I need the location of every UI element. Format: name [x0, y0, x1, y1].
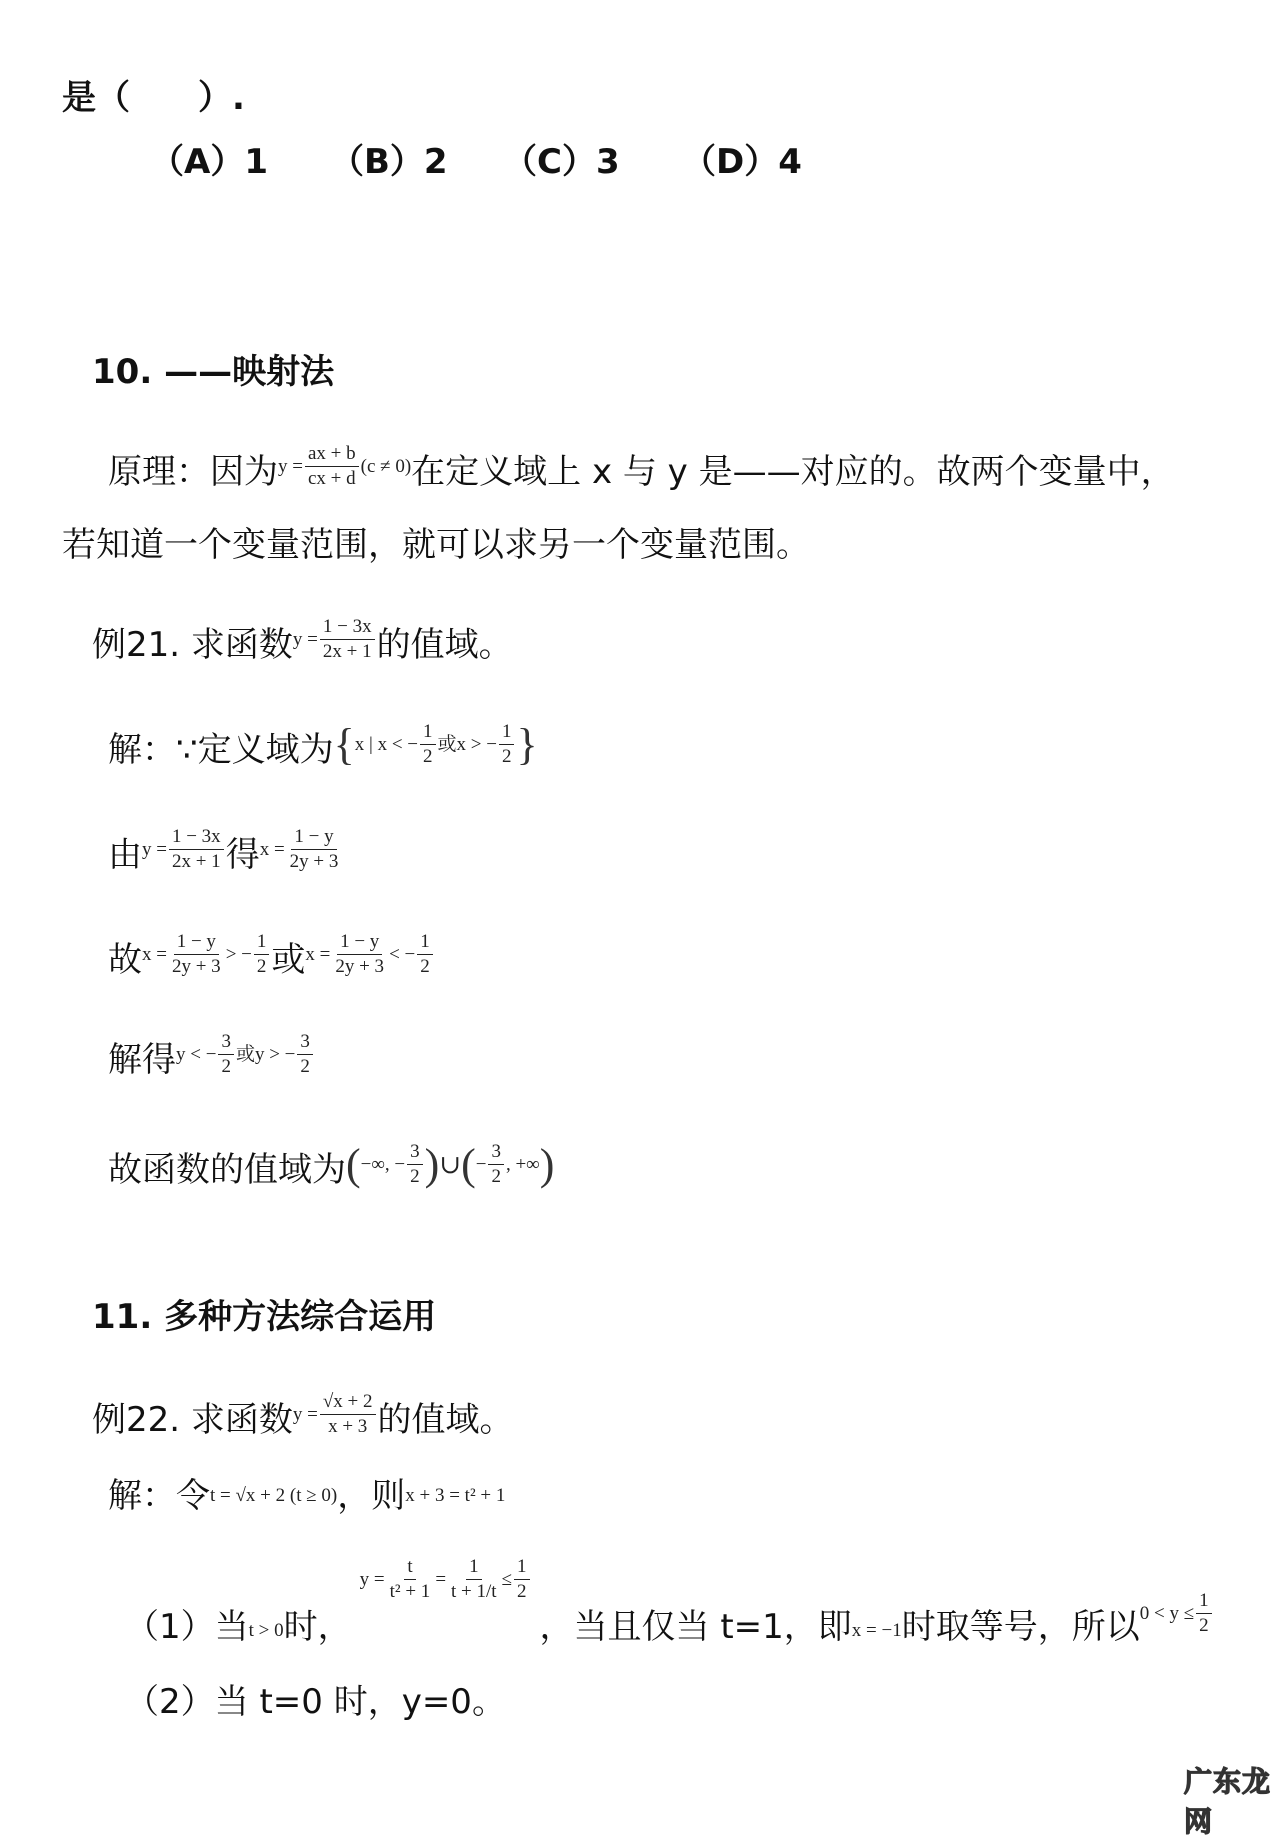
case-1 — [125, 1556, 1214, 1656]
formula-lhs: y = — [292, 628, 318, 650]
fraction — [407, 1140, 423, 1189]
equals: = — [435, 1568, 447, 1590]
fraction — [387, 1555, 434, 1604]
case1-condition: t > 0 — [248, 1620, 284, 1641]
numerator: 1 − y — [174, 930, 219, 955]
or-word: 或 — [271, 940, 306, 980]
formula-text: , +∞ — [505, 1153, 540, 1175]
solution-range — [108, 1139, 555, 1204]
so-formula-2 — [305, 930, 434, 979]
solution-from — [108, 826, 343, 884]
numerator: 1 — [420, 720, 436, 745]
principle-line-2: 若知道一个变量范围，就可以求另一个变量范围。 — [62, 525, 810, 565]
principle-line-1 — [108, 443, 1175, 501]
numerator: 1 — [514, 1555, 530, 1580]
solve-formula — [176, 1030, 315, 1079]
formula-lhs: x = — [142, 943, 167, 965]
numerator: 1 — [1196, 1589, 1212, 1614]
domain-prefix: 解：∵定义域为 — [108, 730, 334, 770]
set-text: x | x < − — [354, 733, 418, 755]
fraction — [287, 825, 342, 874]
denominator: cx + d — [307, 468, 356, 489]
fraction — [297, 1030, 313, 1079]
get-word: 得 — [225, 835, 260, 875]
numerator: 3 — [407, 1140, 423, 1165]
then-word: ，则 — [337, 1476, 406, 1516]
formula-text: −∞, − — [360, 1153, 406, 1175]
numerator: 1 — [499, 720, 515, 745]
union-symbol: ∪ — [439, 1149, 462, 1179]
numerator: t — [404, 1555, 415, 1580]
so-formula-1 — [142, 930, 271, 979]
example-21-formula — [293, 615, 377, 664]
so-prefix: 故 — [108, 940, 142, 980]
fraction — [420, 720, 436, 769]
principle-suffix: 在定义域上 x 与 y 是——对应的。故两个变量中， — [411, 452, 1175, 492]
fraction — [218, 1030, 234, 1079]
solve-prefix: 解得 — [108, 1040, 176, 1080]
formula-lhs: y = — [278, 455, 303, 477]
fraction — [332, 930, 387, 979]
denominator: 2y + 3 — [335, 956, 385, 977]
relation: < − — [389, 943, 416, 965]
case1-end: 时取等号，所以 — [901, 1607, 1140, 1647]
formula-lhs: x = — [305, 943, 331, 965]
fraction — [488, 1140, 504, 1189]
principle-prefix: 原理：因为 — [108, 452, 278, 492]
case1-when: 时， — [283, 1607, 352, 1647]
denominator: x + 3 — [328, 1416, 368, 1437]
let-prefix: 解：令 — [108, 1476, 210, 1516]
denominator: 2 — [221, 1056, 231, 1077]
fraction — [499, 720, 515, 769]
formula-lhs: y = — [142, 838, 167, 860]
case1-result — [1140, 1589, 1214, 1638]
fraction — [514, 1555, 530, 1604]
numerator: 1 − y — [291, 825, 336, 850]
denominator: 2 — [410, 1166, 420, 1187]
range-prefix: 故函数的值域为 — [108, 1150, 346, 1190]
example-label: 例22. 求函数 — [92, 1400, 293, 1440]
denominator: 2 — [300, 1056, 310, 1077]
numerator: 1 − 3x — [320, 615, 375, 640]
formula-text: 0 < y ≤ — [1139, 1602, 1195, 1624]
relation: > − — [225, 943, 252, 965]
principle-formula — [278, 442, 411, 491]
denominator: t + 1/t — [451, 1581, 497, 1602]
numerator: 3 — [218, 1030, 234, 1055]
case-2: （2）当 t=0 时，y=0。 — [125, 1682, 506, 1722]
fraction — [417, 930, 433, 979]
case1-formula — [360, 1555, 532, 1604]
denominator: 2x + 1 — [171, 851, 221, 872]
le-symbol: ≤ — [501, 1568, 513, 1590]
denominator: 2y + 3 — [171, 956, 221, 977]
numerator: 3 — [488, 1140, 504, 1165]
denominator: 2 — [501, 746, 512, 767]
formula-lhs: y = — [359, 1568, 385, 1590]
from-prefix: 由 — [108, 835, 142, 875]
solution-domain — [108, 719, 538, 784]
fraction — [448, 1555, 500, 1604]
section-10-heading: 10. ——映射法 — [92, 352, 335, 392]
case1-prefix: （1）当 — [125, 1607, 249, 1647]
denominator: 2 — [517, 1581, 527, 1602]
numerator: 3 — [297, 1030, 313, 1055]
formula-lhs: y = — [292, 1403, 318, 1425]
fraction — [320, 1390, 376, 1439]
denominator: 2 — [1199, 1615, 1209, 1636]
let-formula: t = √x + 2 (t ≥ 0) — [210, 1485, 338, 1506]
domain-set: { x | x < − $\frac{1}{2}$ 或x > − $\frac{1}{2}$ } — [333, 719, 538, 769]
numerator: ax + b — [305, 442, 359, 467]
watermark-logo: 广东龙网 — [1184, 1765, 1272, 1838]
numerator: 1 − 3x — [169, 825, 224, 850]
denominator: 2 — [420, 956, 430, 977]
answer-option-b: （B）2 — [330, 142, 448, 182]
answer-option-d: （D）4 — [682, 142, 802, 182]
numerator: 1 — [417, 930, 433, 955]
formula-lhs: x = — [259, 838, 285, 860]
solution-so — [108, 931, 435, 989]
condition: (c ≠ 0) — [360, 455, 412, 477]
example-label: 例21. 求函数 — [92, 625, 293, 665]
fraction — [169, 825, 224, 874]
denominator: 2 — [491, 1166, 501, 1187]
answer-option-c: （C）3 — [503, 142, 620, 182]
example-22-title — [92, 1391, 514, 1449]
formula-text: − — [475, 1153, 487, 1175]
section-11-heading: 11. 多种方法综合运用 — [92, 1297, 437, 1337]
example-22-formula — [293, 1390, 378, 1439]
answer-option-a: （A）1 — [150, 142, 268, 182]
solution-solve — [108, 1031, 315, 1089]
denominator: 2 — [256, 956, 267, 977]
denominator: t² + 1 — [389, 1581, 431, 1602]
denominator: 2 — [423, 746, 433, 767]
example-suffix: 的值域。 — [377, 1400, 514, 1440]
numerator: 1 — [254, 930, 270, 955]
formula-text: 或y > − — [235, 1043, 296, 1065]
solution-let — [108, 1476, 505, 1516]
case1-x: x = −1 — [851, 1620, 902, 1641]
get-formula — [260, 825, 344, 874]
range-formula: ( −∞, − $\frac{3}{2}$ ) ∪ ( − $\frac{3}{2}$ , +∞ ) — [346, 1139, 555, 1189]
numerator: 1 − y — [337, 930, 382, 955]
numerator: 1 — [466, 1555, 482, 1580]
fraction — [1196, 1589, 1212, 1638]
fraction — [254, 930, 270, 979]
case1-mid: ，当且仅当 t=1，即 — [539, 1607, 852, 1647]
example-21-title — [92, 616, 513, 674]
denominator: 2x + 1 — [322, 641, 372, 662]
then-formula: x + 3 = t² + 1 — [405, 1485, 506, 1506]
fraction — [169, 930, 224, 979]
from-formula — [142, 825, 226, 874]
fraction — [305, 442, 359, 491]
formula-text: y < − — [176, 1043, 217, 1065]
fraction — [320, 615, 375, 664]
denominator: 2y + 3 — [289, 851, 339, 872]
example-suffix: 的值域。 — [376, 625, 513, 665]
set-text: 或x > − — [437, 733, 497, 755]
numerator: √x + 2 — [320, 1390, 376, 1415]
question-tail: 是（ ）. — [62, 78, 245, 118]
